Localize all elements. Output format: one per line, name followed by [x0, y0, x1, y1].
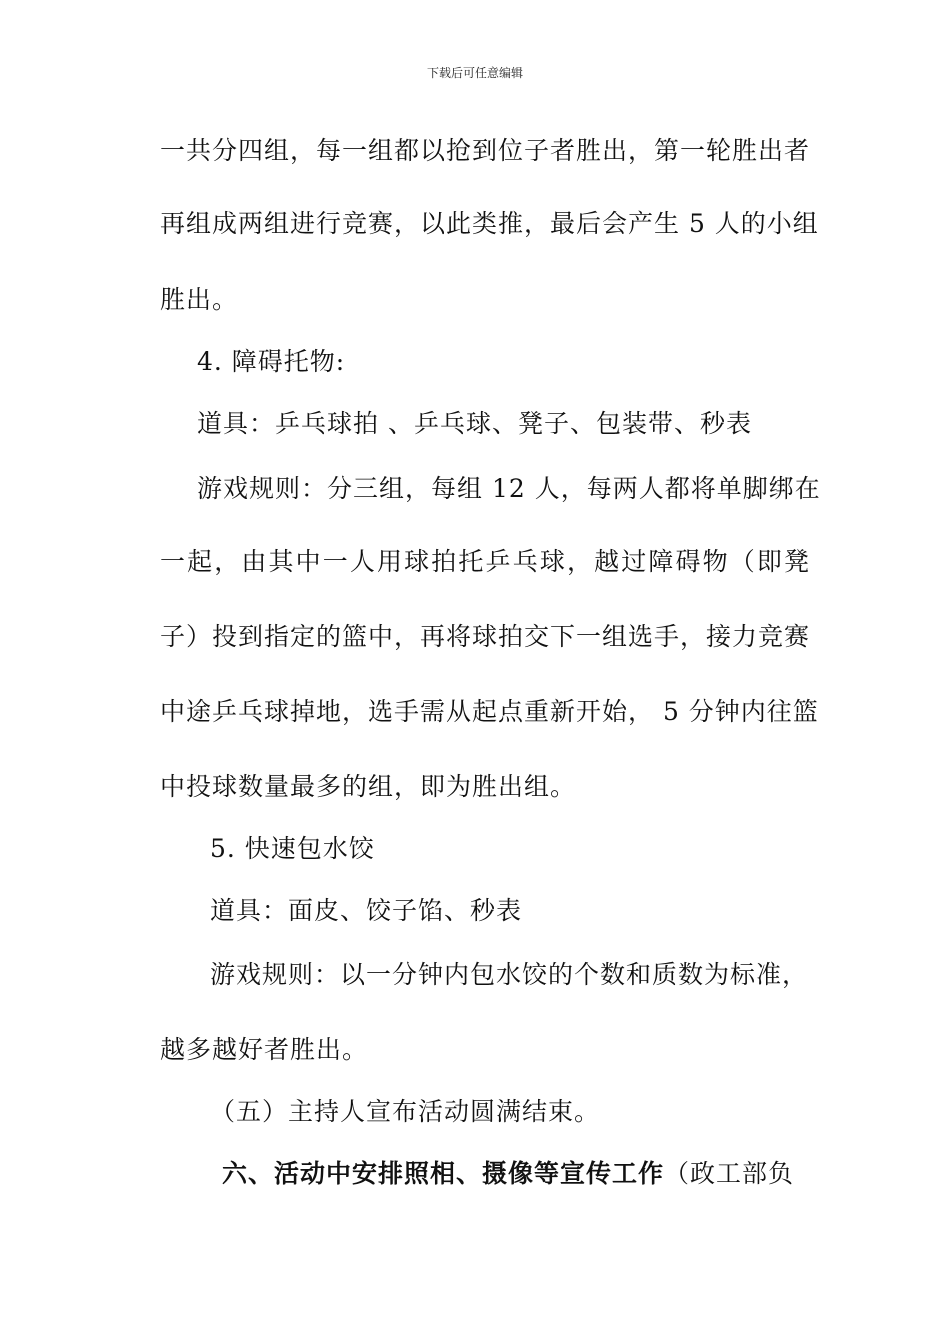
item-heading: 5. 快速包水饺: [210, 834, 375, 863]
item-heading: 4. 障碍托物:: [197, 347, 346, 376]
paragraph-line: 再组成两组进行竞赛，以此类推，最后会产生 5 人的小组: [160, 209, 819, 238]
item-rules: 游戏规则：分三组，每组 12 人，每两人都将单脚绑在: [197, 474, 821, 503]
section-heading-line: [222, 1157, 810, 1191]
closing-line: （五）主持人宣布活动圆满结束。: [210, 1097, 601, 1126]
paragraph-line: 中途乒乓球掉地，选手需从起点重新开始， 5 分钟内往篮: [160, 697, 819, 726]
page-header: 下载后可任意编辑: [426, 66, 523, 80]
item-props: 道具：面皮、饺子馅、秒表: [210, 896, 523, 925]
paragraph-line: 一起，由其中一人用球拍托乒乓球，越过障碍物（即凳: [160, 547, 810, 576]
item-props: 道具：乒乓球拍 、乒乓球、凳子、包装带、秒表: [197, 409, 752, 438]
item-rules: 游戏规则：以一分钟内包水饺的个数和质数为标准，: [210, 960, 809, 989]
paragraph-line: 胜出。: [160, 285, 239, 314]
section-heading: 六、活动中安排照相、摄像等宣传工作: [222, 1159, 665, 1188]
paragraph-line: 一共分四组，每一组都以抢到位子者胜出，第一轮胜出者: [160, 136, 811, 165]
section-heading-tail: （政工部负: [664, 1159, 795, 1188]
paragraph-line: 越多越好者胜出。: [160, 1035, 369, 1064]
paragraph-line: 中投球数量最多的组，即为胜出组。: [160, 772, 577, 801]
paragraph-line: 子）投到指定的篮中，再将球拍交下一组选手，接力竞赛: [160, 622, 811, 651]
